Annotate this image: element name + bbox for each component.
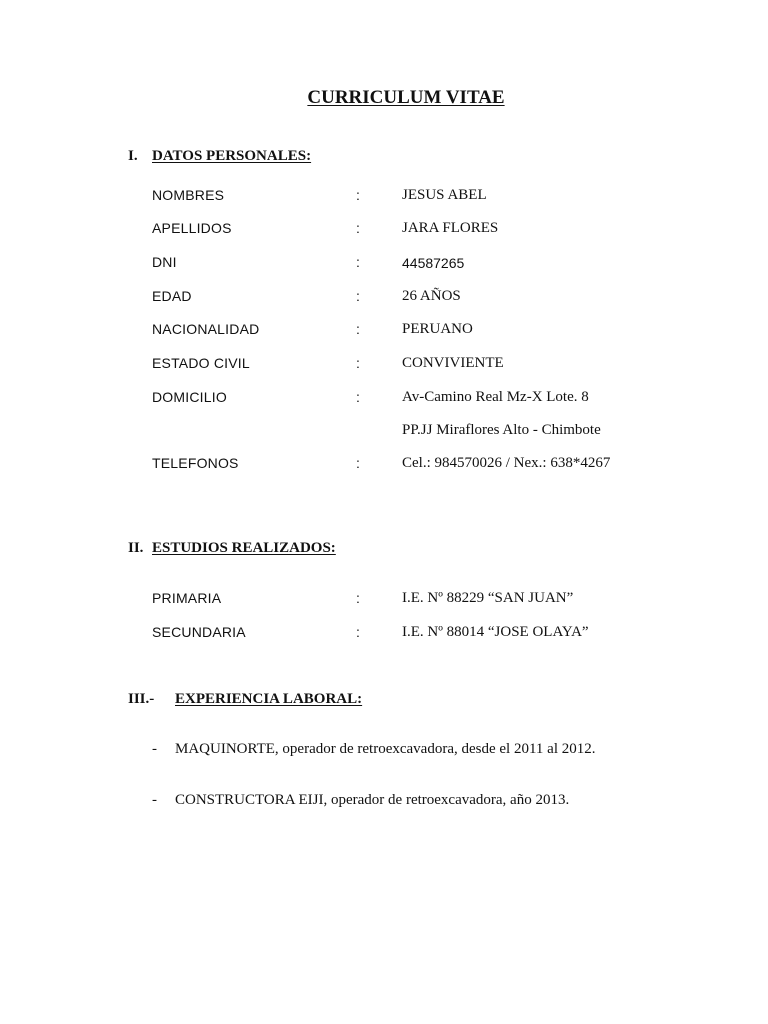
- experience-text: MAQUINORTE, operador de retroexcavadora, desde el 2011 al 2012.: [175, 741, 596, 757]
- page-title: CURRICULUM VITAE: [307, 87, 505, 108]
- section-number: III.-: [128, 691, 155, 707]
- field-label: NOMBRES: [152, 187, 225, 203]
- section-heading: ESTUDIOS REALIZADOS:: [152, 540, 336, 556]
- section-heading: EXPERIENCIA LABORAL:: [175, 691, 363, 707]
- field-label: APELLIDOS: [152, 220, 232, 236]
- field-colon: :: [356, 254, 360, 270]
- field-label: TELEFONOS: [152, 455, 239, 471]
- field-value: I.E. Nº 88014 “JOSE OLAYA”: [402, 624, 589, 640]
- field-colon: :: [356, 455, 360, 471]
- field-value: JARA FLORES: [402, 220, 499, 236]
- field-colon: :: [356, 624, 360, 640]
- experience-text: CONSTRUCTORA EIJI, operador de retroexcavadora, año 2013.: [175, 792, 570, 808]
- field-colon: :: [356, 288, 360, 304]
- section-heading: DATOS PERSONALES:: [152, 148, 312, 164]
- field-value: PERUANO: [402, 321, 473, 337]
- field-colon: :: [356, 590, 360, 606]
- field-colon: :: [356, 220, 360, 236]
- field-label: NACIONALIDAD: [152, 321, 260, 337]
- field-value: 44587265: [402, 255, 465, 271]
- bullet-dash: -: [152, 741, 157, 757]
- field-value-line2: PP.JJ Miraflores Alto - Chimbote: [402, 422, 601, 438]
- field-label: DNI: [152, 254, 177, 270]
- field-value: Av-Camino Real Mz-X Lote. 8: [402, 389, 589, 405]
- field-label: PRIMARIA: [152, 590, 222, 606]
- section-number: I.: [128, 148, 138, 164]
- bullet-dash: -: [152, 792, 157, 808]
- field-colon: :: [356, 355, 360, 371]
- field-value: CONVIVIENTE: [402, 355, 504, 371]
- field-value: 26 AÑOS: [402, 288, 461, 304]
- field-label: DOMICILIO: [152, 389, 227, 405]
- section-number: II.: [128, 540, 144, 556]
- field-colon: :: [356, 187, 360, 203]
- field-colon: :: [356, 389, 360, 405]
- field-value: I.E. Nº 88229 “SAN JUAN”: [402, 590, 574, 606]
- field-colon: :: [356, 321, 360, 337]
- field-label: SECUNDARIA: [152, 624, 246, 640]
- field-value: JESUS ABEL: [402, 187, 487, 203]
- field-label: EDAD: [152, 288, 192, 304]
- field-label: ESTADO CIVIL: [152, 355, 250, 371]
- field-value: Cel.: 984570026 / Nex.: 638*4267: [402, 455, 611, 471]
